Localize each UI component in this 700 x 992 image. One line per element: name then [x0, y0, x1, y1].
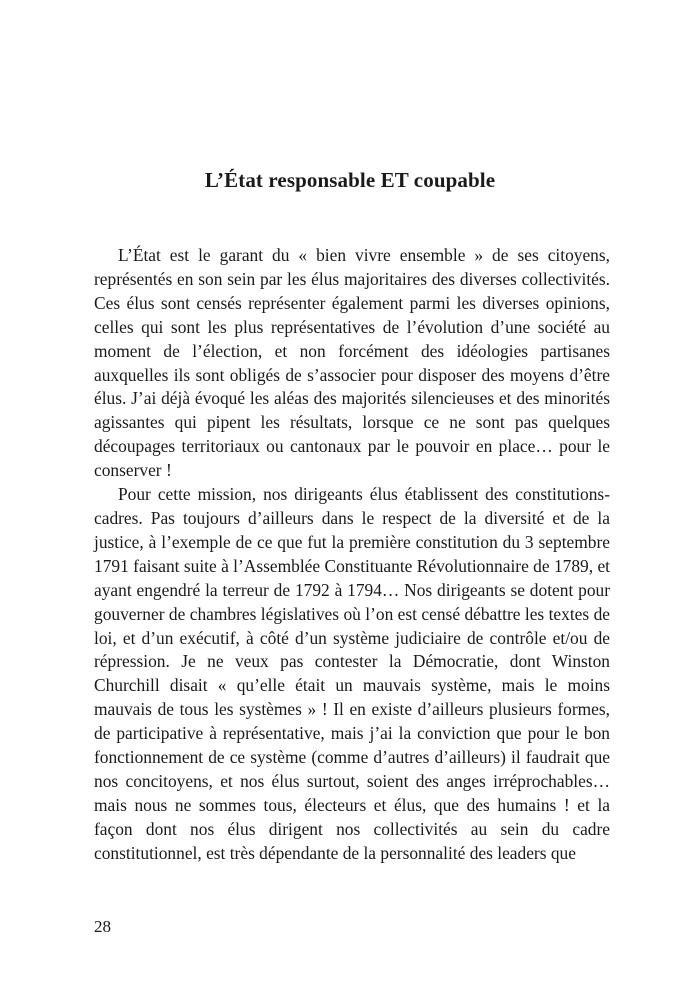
paragraph-1: L’État est le garant du « bien vivre ensemble » de ses citoyens, représentés en son sein par les élus majoritaires des diverses collectivités. Ces élus sont censés représenter également parmi les diverses opinions, celles qui sont les plus représentatives de l’évolution d’une société au moment de l’élection, et non forcément des idéologies partisanes auxquelles ils sont obligés de s’associer pour disposer des moyens d’être élus. J’ai déjà évoqué les aléas des majorités silencieuses et des minorités agissantes qui pipent les résultats, lorsque ce ne sont pas quelques découpages territoriaux ou cantonaux par le pouvoir en place… pour le conserver !: [94, 245, 610, 481]
paragraph-2: Pour cette mission, nos dirigeants élus établissent des constitutions-cadres. Pas toujours d’ailleurs dans le respect de la diversité et de la justice, à l’exemple de ce que fut la première constitution du 3 septembre 1791 faisant suite à l’Assemblée Constituante Révolutionnaire de 1789, et ayant engendré la terreur de 1792 à 1794… Nos dirigeants se dotent pour gouverner de chambres législatives où l’on est censé débattre les textes de loi, et d’un exécutif, à côté d’un système judiciaire de contrôle et/ou de répression. Je ne veux pas contester la Démocratie, dont Winston Churchill disait « qu’elle était un mauvais système, mais le moins mauvais de tous les systèmes » ! Il en existe d’ailleurs plusieurs formes, de participative à représentative, mais j’ai la conviction que pour le bon fonctionnement de ce système (comme d’autres d’ailleurs) il faudrait que nos concitoyens, et nos élus surtout, soient des anges irréprochables… mais nous ne sommes tous, électeurs et élus, que des humains ! et la façon dont nos élus dirigent nos collectivités au sein du cadre constitutionnel, est très dépendante de la personnalité des leaders que: [94, 484, 610, 863]
page-number: 28: [94, 917, 111, 936]
chapter-title: L’État responsable ET coupable: [204, 168, 496, 192]
body-text: [94, 244, 610, 866]
